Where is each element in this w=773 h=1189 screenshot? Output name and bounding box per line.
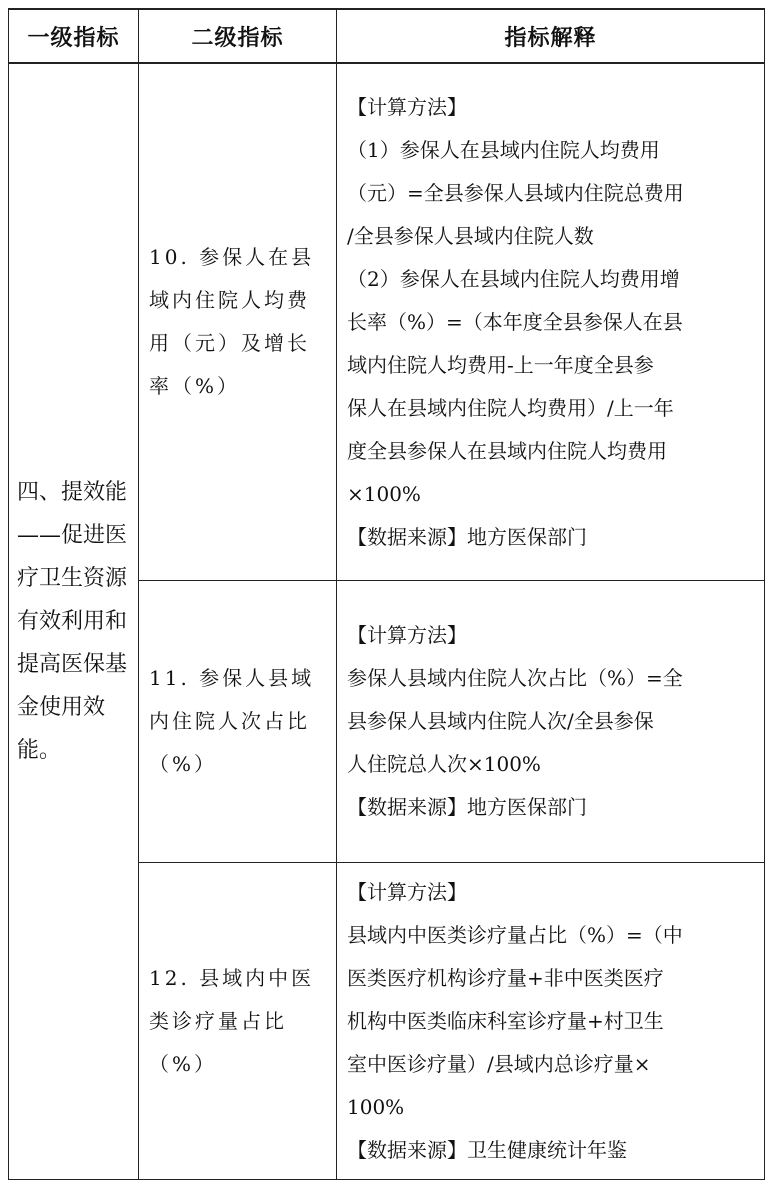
explanation-line: 机构中医类临床科室诊疗量+村卫生	[347, 1008, 664, 1033]
explanation-line: /全县参保人县域内住院人数	[347, 223, 594, 248]
explanation-line: 长率（%）=（本年度全县参保人在县	[347, 309, 683, 334]
explanation-line: ×100%	[347, 481, 421, 506]
level2-indicator-text: 12. 县域内中医类诊疗量占比（%）	[149, 965, 315, 1076]
explanation-line: 域内住院人均费用-上一年度全县参	[347, 352, 654, 377]
explanation-line: 县域内中医类诊疗量占比（%）=（中	[347, 922, 683, 947]
explanation-line: （元）=全县参保人县域内住院总费用	[347, 180, 684, 205]
explanation-cell	[337, 863, 765, 1180]
level2-indicator-cell	[139, 863, 337, 1180]
explanation-cell	[337, 581, 765, 863]
explanation-line: （1）参保人在县域内住院人均费用	[347, 137, 660, 162]
header-level2: 二级指标	[139, 9, 337, 63]
explanation-cell	[337, 63, 765, 581]
level1-indicator-text: 四、提效能——促进医疗卫生资源有效利用和提高医保基金使用效能。	[17, 480, 128, 763]
header-explanation: 指标解释	[337, 9, 765, 63]
header-row	[9, 9, 765, 63]
indicator-table	[8, 8, 765, 1180]
explanation-line: 【计算方法】	[347, 879, 467, 904]
explanation-line: 人住院总人次×100%	[347, 752, 541, 776]
explanation-line: 【数据来源】卫生健康统计年鉴	[347, 1137, 627, 1162]
explanation-line: （2）参保人在县域内住院人均费用增	[347, 266, 680, 291]
explanation-line: 度全县参保人在县域内住院人均费用	[347, 438, 667, 463]
explanation-line: 【计算方法】	[347, 94, 467, 119]
header-level1: 一级指标	[9, 9, 139, 63]
explanation-line: 保人在县域内住院人均费用）/上一年	[347, 395, 674, 420]
level1-indicator-cell	[9, 63, 139, 1180]
table-row	[9, 63, 765, 581]
level2-indicator-text: 10. 参保人在县域内住院人均费用（元）及增长率（%）	[149, 245, 315, 398]
level2-indicator-cell	[139, 581, 337, 863]
level2-indicator-cell	[139, 63, 337, 581]
level2-indicator-text: 11. 参保人县域内住院人次占比（%）	[149, 666, 315, 776]
explanation-line: 【数据来源】地方医保部门	[347, 524, 587, 549]
explanation-line: 县参保人县域内住院人次/全县参保	[347, 709, 654, 733]
explanation-line: 100%	[347, 1094, 405, 1119]
explanation-line: 医类医疗机构诊疗量+非中医类医疗	[347, 965, 664, 990]
explanation-line: 参保人县域内住院人次占比（%）=全	[347, 666, 683, 690]
explanation-line: 【数据来源】地方医保部门	[347, 795, 587, 819]
explanation-line: 室中医诊疗量）/县域内总诊疗量×	[347, 1051, 651, 1076]
explanation-line: 【计算方法】	[347, 623, 467, 647]
